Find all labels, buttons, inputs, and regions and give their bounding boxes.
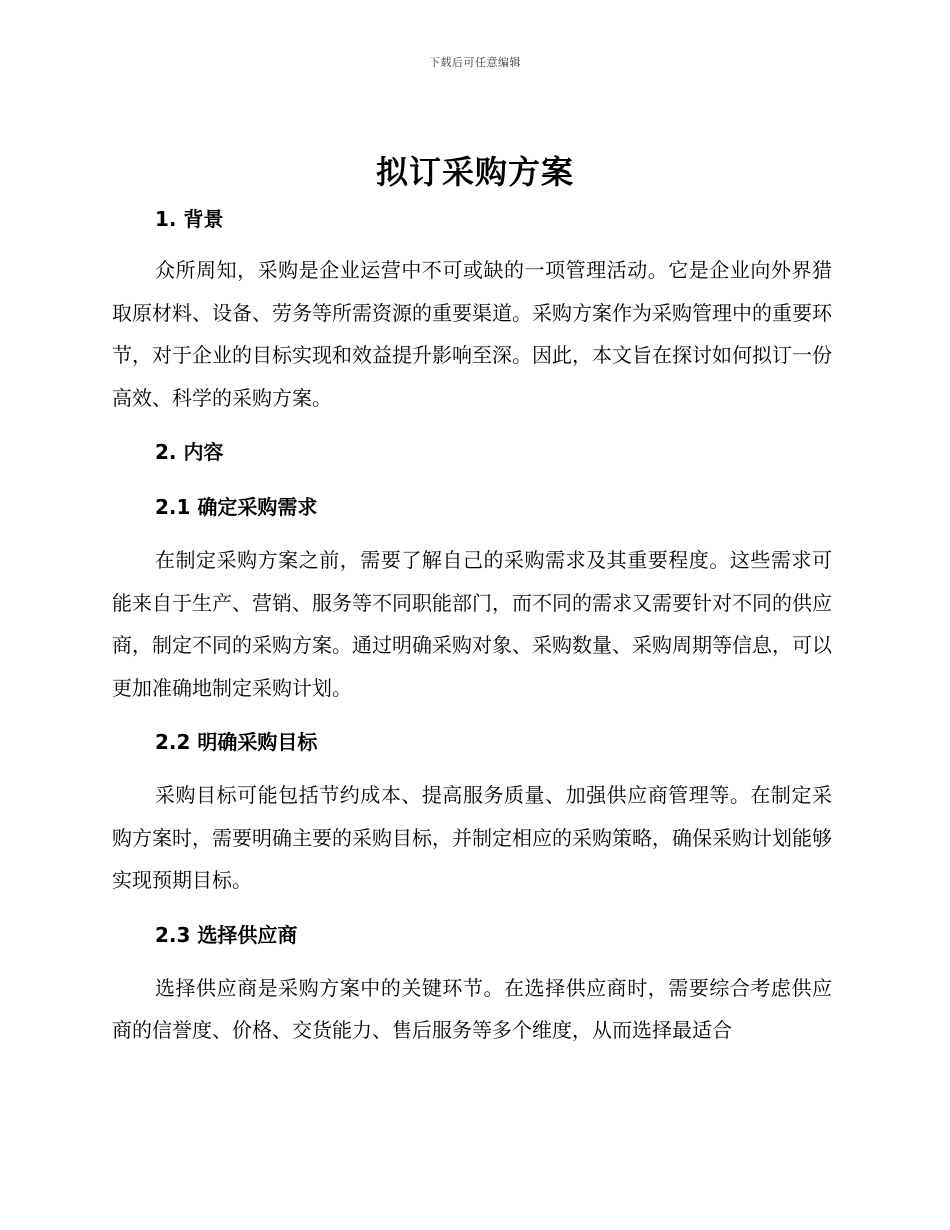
document-title: 拟订采购方案 xyxy=(375,153,574,191)
section-heading-content: 2. 内容 xyxy=(155,440,224,464)
section-heading-background: 1. 背景 xyxy=(155,207,224,231)
section-paragraph-needs: 在制定采购方案之前，需要了解自己的采购需求及其重要程度。这些需求可能来自于生产、营销、服务等不同职能部门，而不同的需求又需要针对不同的供应商，制定不同的采购方案。通过明确采购对象、采购数量、采购周期等信息，可以更加准确地制定采购计划。 xyxy=(112,548,832,700)
section-paragraph-background: 众所周知，采购是企业运营中不可或缺的一项管理活动。它是企业向外界猎取原材料、设备、劳务等所需资源的重要渠道。采购方案作为采购管理中的重要环节，对于企业的目标实现和效益提升影响至深。因此，本文旨在探讨如何拟订一份高效、科学的采购方案。 xyxy=(112,258,832,410)
document-body xyxy=(112,200,832,1052)
section-heading-needs: 2.1 确定采购需求 xyxy=(155,495,318,519)
section-heading-suppliers: 2.3 选择供应商 xyxy=(155,922,298,947)
page-header-note: 下载后可任意编辑 xyxy=(429,56,521,69)
section-heading-goals: 2.2 明确采购目标 xyxy=(155,730,318,754)
section-paragraph-suppliers: 选择供应商是采购方案中的关键环节。在选择供应商时，需要综合考虑供应商的信誉度、价格、交货能力、售后服务等多个维度，从而选择最适合 xyxy=(112,975,832,1042)
section-paragraph-goals: 采购目标可能包括节约成本、提高服务质量、加强供应商管理等。在制定采购方案时，需要明确主要的采购目标，并制定相应的采购策略，确保采购计划能够实现预期目标。 xyxy=(112,783,832,892)
